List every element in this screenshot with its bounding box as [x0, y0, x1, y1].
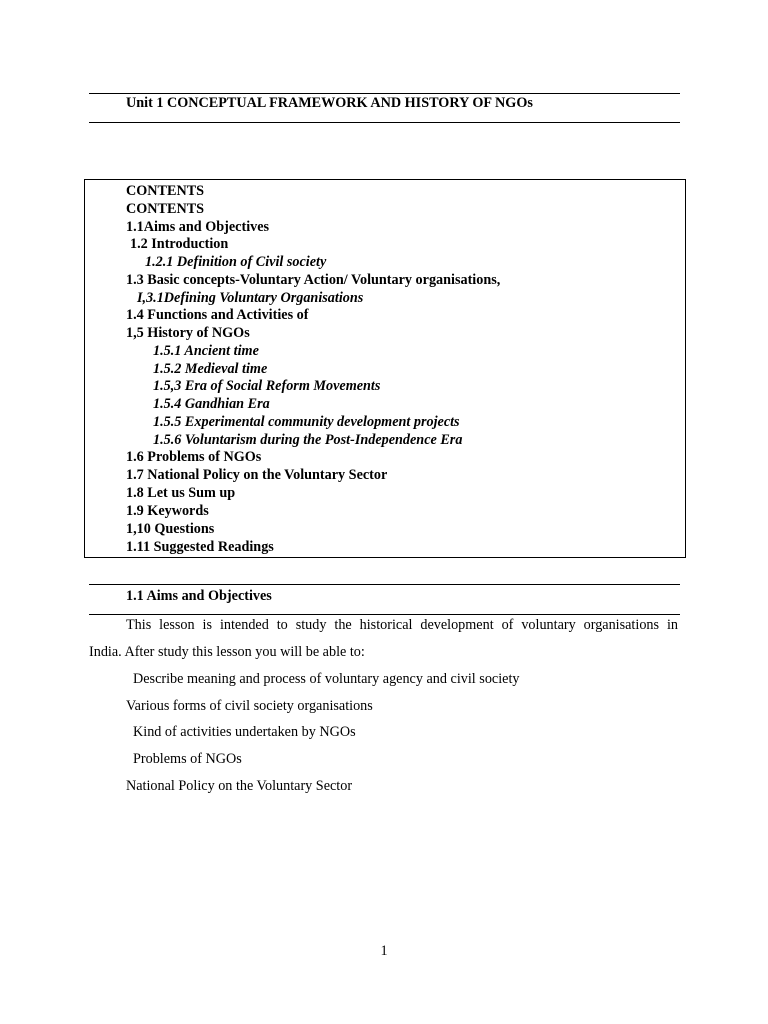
section-bottom-rule: [89, 614, 680, 615]
toc-item: 1.3 Basic concepts-Voluntary Action/ Voluntary organisations,: [126, 272, 501, 288]
objective-item: Describe meaning and process of voluntary agency and civil society: [133, 671, 520, 687]
section-top-rule: [89, 584, 680, 585]
page-number: 1: [380, 943, 388, 959]
toc-item: 1.7 National Policy on the Voluntary Sector: [126, 467, 388, 483]
toc-item: 1,5 History of NGOs: [126, 325, 250, 341]
objective-item: Problems of NGOs: [133, 751, 242, 767]
toc-item: 1.6 Problems of NGOs: [126, 449, 262, 465]
toc-item: 1.11 Suggested Readings: [126, 539, 274, 555]
header-top-rule: [89, 93, 680, 94]
header-bottom-rule: [89, 122, 680, 123]
toc-item: 1.2 Introduction: [130, 236, 229, 252]
toc-item: 1.4 Functions and Activities of: [126, 307, 309, 323]
objective-item: National Policy on the Voluntary Sector: [126, 778, 353, 794]
toc-subitem: 1.5,3 Era of Social Reform Movements: [153, 378, 381, 394]
toc-subitem: 1.5.1 Ancient time: [153, 343, 259, 359]
section-heading: 1.1 Aims and Objectives: [126, 588, 272, 604]
toc-item: 1,10 Questions: [126, 521, 215, 537]
objective-item: Various forms of civil society organisations: [126, 698, 373, 714]
toc-item: 1.8 Let us Sum up: [126, 485, 236, 501]
toc-item: 1.1Aims and Objectives: [126, 219, 270, 235]
toc-heading: CONTENTS: [126, 183, 205, 199]
toc-subitem: 1.2.1 Definition of Civil society: [145, 254, 327, 270]
intro-paragraph-line: India. After study this lesson you will be able to:: [89, 644, 365, 660]
toc-subitem: 1.5.4 Gandhian Era: [153, 396, 270, 412]
intro-paragraph-line: This lesson is intended to study the historical development of voluntary organisations in: [126, 617, 678, 633]
toc-heading: CONTENTS: [126, 201, 205, 217]
toc-subitem: 1.5.5 Experimental community development projects: [153, 414, 460, 430]
toc-subitem: 1.5.2 Medieval time: [153, 361, 268, 377]
toc-subitem: I,3.1Defining Voluntary Organisations: [137, 290, 364, 306]
objective-item: Kind of activities undertaken by NGOs: [133, 724, 356, 740]
toc-item: 1.9 Keywords: [126, 503, 209, 519]
toc-subitem: 1.5.6 Voluntarism during the Post-Independence Era: [153, 432, 463, 448]
unit-title: Unit 1 CONCEPTUAL FRAMEWORK AND HISTORY OF NGOs: [126, 95, 533, 111]
